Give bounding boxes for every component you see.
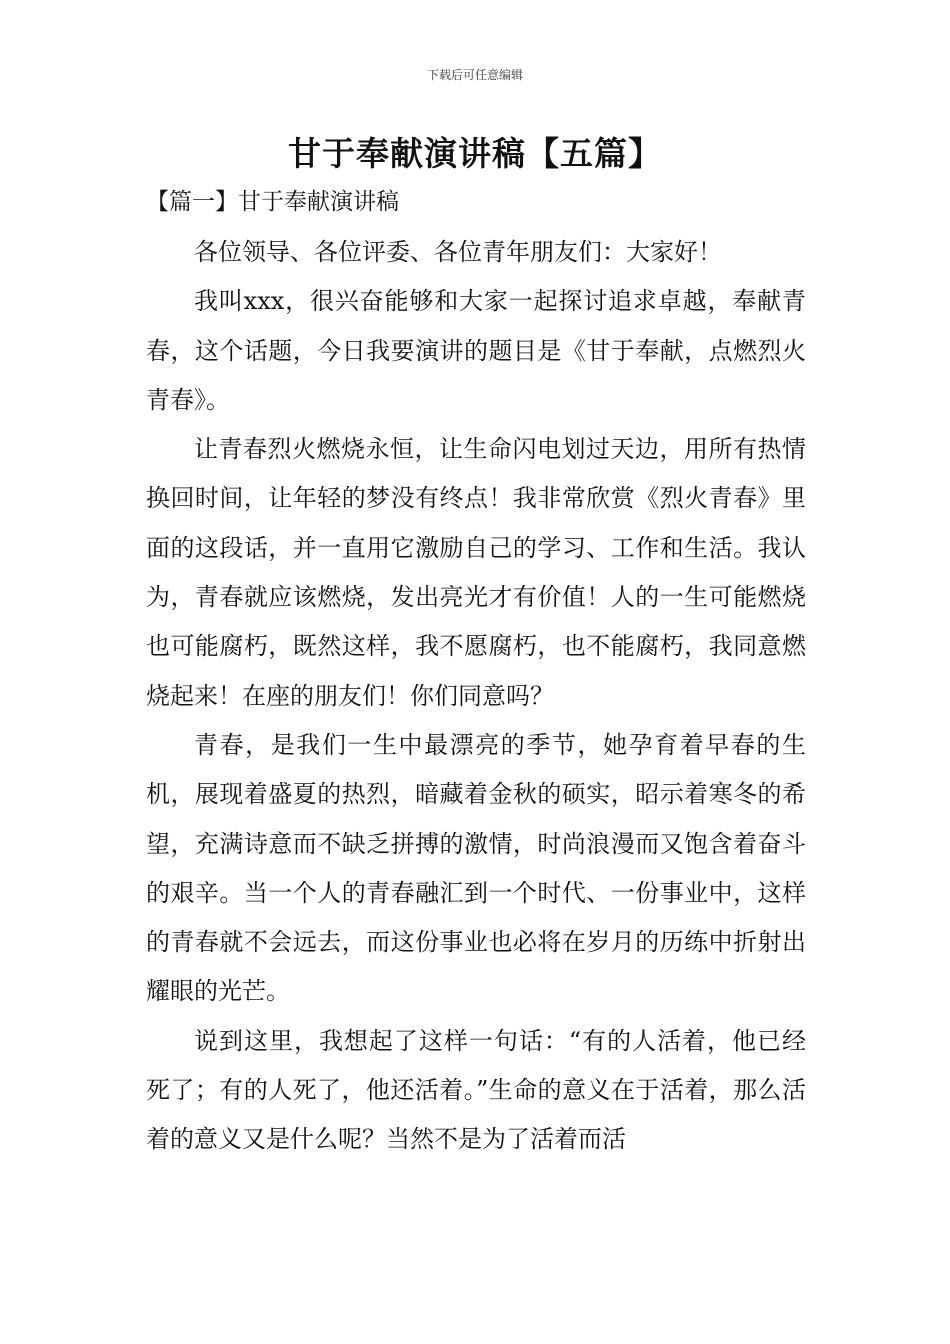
paragraph: 青春，是我们一生中最漂亮的季节，她孕育着早春的生机，展现着盛夏的热烈，暗藏着金秋的硕实，昭示着寒冬的希望，充满诗意而不缺乏拼搏的激情，时尚浪漫而又饱含着奋斗的艰辛。当一个人的青春融汇到一个时代、一份事业中，这样的青春就不会远去，而这份事业也必将在岁月的历练中折射出耀眼的光芒。 — [146, 730, 806, 1006]
paragraph-introduction: 我叫xxx，很兴奋能够和大家一起探讨追求卓越，奉献青春，这个话题，今日我要演讲的题目是《甘于奉献，点燃烈火青春》。 — [146, 287, 806, 414]
paragraph: 让青春烈火燃烧永恒，让生命闪电划过天边，用所有热情换回时间，让年轻的梦没有终点！我非常欣赏《烈火青春》里面的这段话，并一直用它激励自己的学习、工作和生活。我认为，青春就应该燃烧，发出亮光才有价值！人的一生可能燃烧也可能腐朽，既然这样，我不愿腐朽，也不能腐朽，我同意燃烧起来！在座的朋友们！你们同意吗？ — [146, 435, 806, 710]
body-text — [146, 228, 806, 1165]
section-heading: 【篇一】甘于奉献演讲稿 — [146, 189, 399, 215]
page-header-note: 下载后可任意编辑 — [426, 68, 523, 82]
paragraph-greeting: 各位领导、各位评委、各位青年朋友们：大家好！ — [194, 238, 722, 266]
document-title: 甘于奉献演讲稿【五篇】 — [288, 134, 662, 173]
paragraph: 说到这里，我想起了这样一句话：“有的人活着，他已经死了；有的人死了，他还活着。”生命的意义在于活着，那么活着的意义又是什么呢？当然不是为了活着而活 — [146, 1026, 806, 1154]
